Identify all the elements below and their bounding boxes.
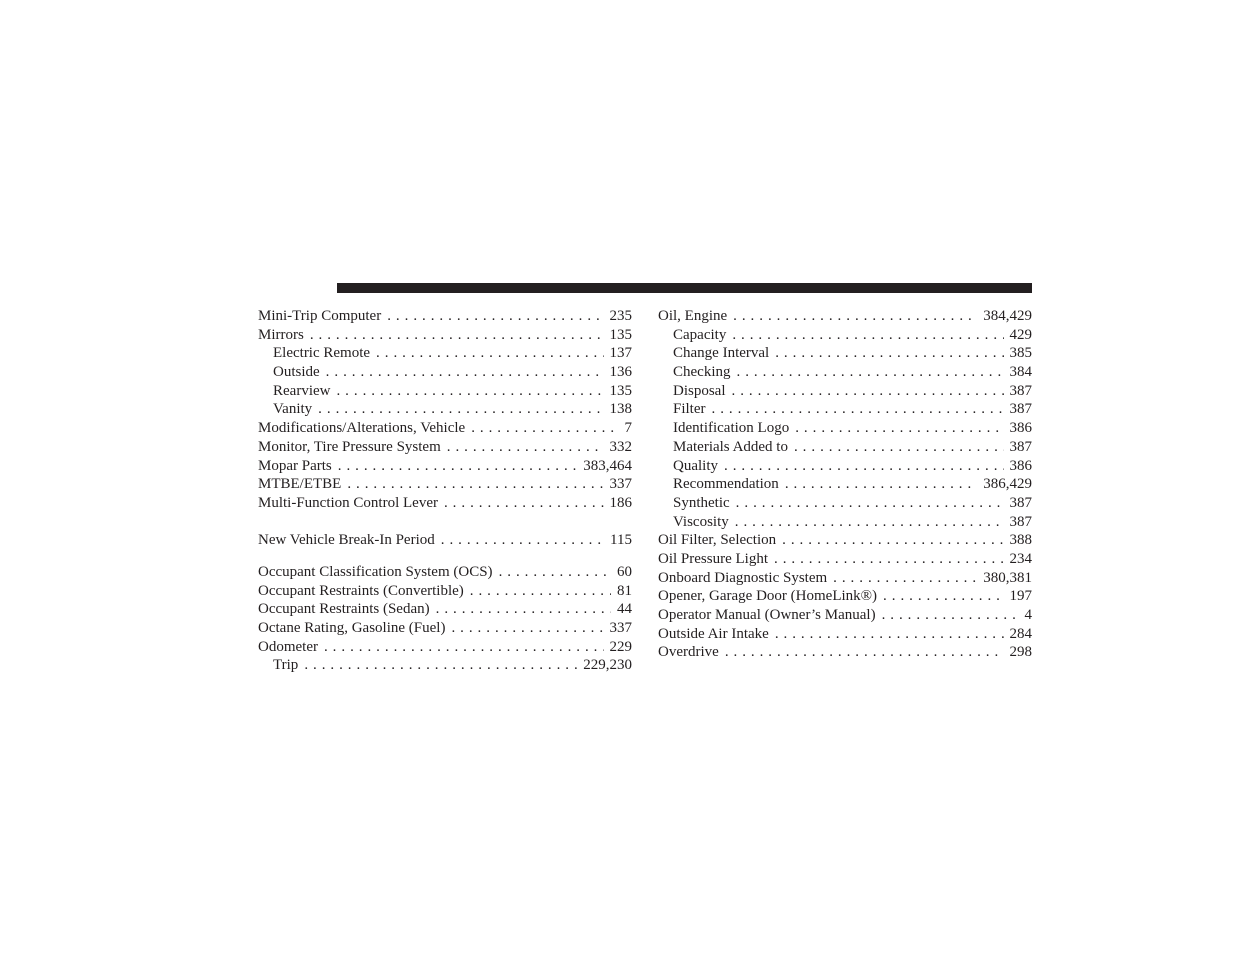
entry-label: Modifications/Alterations, Vehicle: [258, 420, 466, 437]
entry-label: Mopar Parts: [258, 457, 332, 474]
entry-label: Oil, Engine: [658, 308, 728, 324]
entry-label: Recommendation: [673, 476, 779, 493]
entry-page: 380,381: [983, 569, 1032, 586]
dot-leader: [471, 419, 618, 438]
entry-label: Multi-Function Control Lever: [258, 494, 438, 511]
index-entry: [258, 600, 632, 619]
index-subentry: [258, 363, 632, 382]
dot-leader: [310, 326, 604, 345]
dot-leader: [326, 363, 604, 382]
dot-leader: [376, 344, 603, 363]
index-subentry: [658, 438, 1032, 457]
entry-label: Operator Manual (Owner’s Manual): [658, 607, 876, 623]
entry-page: 44: [617, 601, 632, 618]
entry-page: 384,429: [983, 308, 1032, 324]
entry-page: 229,230: [583, 657, 632, 674]
entry-page: 386: [1009, 420, 1032, 437]
index-entry: [658, 587, 1032, 606]
entry-label: Oil Filter, Selection: [658, 532, 777, 549]
index-subentry: [658, 363, 1032, 382]
dot-leader: [324, 638, 604, 657]
entry-label: New Vehicle Break-In Period: [258, 532, 435, 549]
entry-label: Rearview: [273, 382, 331, 399]
index-entry: [658, 307, 1032, 326]
entry-label: Vanity: [273, 401, 313, 418]
entry-label: Change Interval: [673, 345, 770, 362]
dot-leader: [732, 382, 1004, 401]
entry-label: Onboard Diagnostic System: [658, 569, 828, 586]
dot-leader: [736, 494, 1004, 513]
entry-page: 384: [1009, 364, 1032, 381]
dot-leader: [833, 569, 977, 588]
entry-page: 387: [1009, 382, 1032, 399]
entry-label: MTBE/ETBE: [258, 476, 342, 493]
dot-leader: [732, 326, 1003, 345]
index-entry: [258, 638, 632, 657]
dot-leader: [451, 619, 603, 638]
entry-page: 115: [610, 532, 632, 549]
entry-page: 135: [609, 326, 632, 343]
entry-page: 229: [609, 638, 632, 655]
dot-leader: [712, 400, 1004, 419]
dot-leader: [318, 400, 603, 419]
entry-label: Capacity: [673, 326, 727, 343]
index-entry: [258, 326, 632, 345]
entry-page: 388: [1009, 532, 1032, 549]
dot-leader: [882, 606, 1019, 625]
entry-page: 429: [1009, 326, 1032, 343]
index-entry: [658, 531, 1032, 550]
entry-page: 383,464: [583, 457, 632, 474]
index-entry: [658, 625, 1032, 644]
entry-page: 186: [609, 494, 632, 511]
dot-leader: [499, 563, 611, 582]
index-subentry: [658, 494, 1032, 513]
index-subentry: [658, 344, 1032, 363]
entry-page: 284: [1009, 625, 1032, 642]
entry-page: 4: [1024, 607, 1032, 623]
dot-leader: [794, 438, 1004, 457]
entry-page: 197: [1009, 588, 1032, 605]
index-entry: [258, 475, 632, 494]
entry-page: 337: [609, 476, 632, 493]
index-subentry: [658, 457, 1032, 476]
entry-label: Occupant Restraints (Sedan): [258, 601, 430, 618]
index-entry: [258, 419, 632, 438]
dot-leader: [782, 531, 1003, 550]
entry-page: 234: [1009, 550, 1032, 567]
dot-leader: [338, 457, 578, 476]
entry-label: Synthetic: [673, 494, 730, 511]
dot-leader: [883, 587, 1003, 606]
entry-label: Identification Logo: [673, 420, 790, 437]
index-subentry: [658, 400, 1032, 419]
index-entry: [258, 619, 632, 638]
entry-page: 7: [624, 420, 632, 437]
index-entry: [258, 582, 632, 601]
entry-label: Trip: [273, 657, 299, 674]
entry-page: 385: [1009, 345, 1032, 362]
index-column-right: [658, 307, 1032, 662]
index-subentry: [658, 326, 1032, 345]
entry-page: 137: [609, 345, 632, 362]
entry-label: Electric Remote: [273, 345, 371, 362]
dot-leader: [336, 382, 603, 401]
entry-page: 135: [609, 382, 632, 399]
index-entry: [258, 438, 632, 457]
entry-page: 298: [1009, 644, 1032, 661]
entry-page: 386,429: [983, 476, 1032, 493]
entry-label: Mini-Trip Computer: [258, 308, 382, 324]
dot-leader: [775, 344, 1003, 363]
dot-leader: [347, 475, 603, 494]
entry-label: Outside Air Intake: [658, 625, 769, 642]
dot-leader: [785, 475, 977, 494]
entry-label: Checking: [673, 364, 731, 381]
index-entry: [258, 531, 632, 550]
dot-leader: [470, 582, 611, 601]
entry-page: 337: [609, 619, 632, 636]
index-subentry: [658, 419, 1032, 438]
entry-label: Octane Rating, Gasoline (Fuel): [258, 619, 446, 636]
entry-label: Overdrive: [658, 644, 719, 661]
entry-page: 235: [609, 308, 632, 324]
entry-label: Odometer: [258, 638, 318, 655]
index-subentry: [658, 382, 1032, 401]
index-subentry: [258, 344, 632, 363]
index-entry: [658, 606, 1032, 625]
dot-leader: [795, 419, 1003, 438]
entry-label: Outside: [273, 364, 320, 381]
dot-leader: [725, 643, 1004, 662]
entry-label: Quality: [673, 457, 718, 474]
entry-page: 332: [609, 438, 632, 455]
entry-page: 387: [1009, 494, 1032, 511]
entry-label: Opener, Garage Door (HomeLink®): [658, 588, 878, 605]
index-subentry: [258, 400, 632, 419]
entry-page: 81: [617, 582, 632, 599]
index-entry: [258, 457, 632, 476]
index-entry: [658, 550, 1032, 569]
entry-page: 136: [609, 364, 632, 381]
entry-label: Materials Added to: [673, 438, 788, 455]
entry-label: Monitor, Tire Pressure System: [258, 438, 441, 455]
index-subentry: [658, 475, 1032, 494]
entry-label: Disposal: [673, 382, 726, 399]
entry-page: 138: [609, 401, 632, 418]
dot-leader: [733, 307, 977, 326]
entry-label: Filter: [673, 401, 706, 418]
entry-label: Oil Pressure Light: [658, 550, 768, 567]
index-subentry: [658, 513, 1032, 532]
index-entry: [658, 643, 1032, 662]
index-entry: [258, 494, 632, 513]
dot-leader: [436, 600, 611, 619]
dot-leader: [775, 625, 1004, 644]
header-rule: [337, 283, 1032, 293]
dot-leader: [447, 438, 604, 457]
index-entry: [258, 307, 632, 326]
entry-page: 386: [1009, 457, 1032, 474]
entry-label: Mirrors: [258, 326, 304, 343]
entry-page: 387: [1009, 401, 1032, 418]
index-column-left: [258, 307, 632, 675]
dot-leader: [724, 457, 1004, 476]
dot-leader: [774, 550, 1004, 569]
entry-page: 60: [617, 563, 632, 580]
entry-page: 387: [1009, 513, 1032, 530]
index-subentry: [258, 656, 632, 675]
dot-leader: [441, 531, 604, 550]
dot-leader: [735, 513, 1004, 532]
entry-page: 387: [1009, 438, 1032, 455]
entry-label: Occupant Restraints (Convertible): [258, 582, 464, 599]
dot-leader: [444, 494, 604, 513]
dot-leader: [387, 307, 603, 326]
index-entry: [258, 563, 632, 582]
entry-label: Occupant Classification System (OCS): [258, 563, 493, 580]
index-entry: [658, 569, 1032, 588]
dot-leader: [737, 363, 1004, 382]
entry-label: Viscosity: [673, 513, 729, 530]
dot-leader: [304, 656, 577, 675]
index-subentry: [258, 382, 632, 401]
